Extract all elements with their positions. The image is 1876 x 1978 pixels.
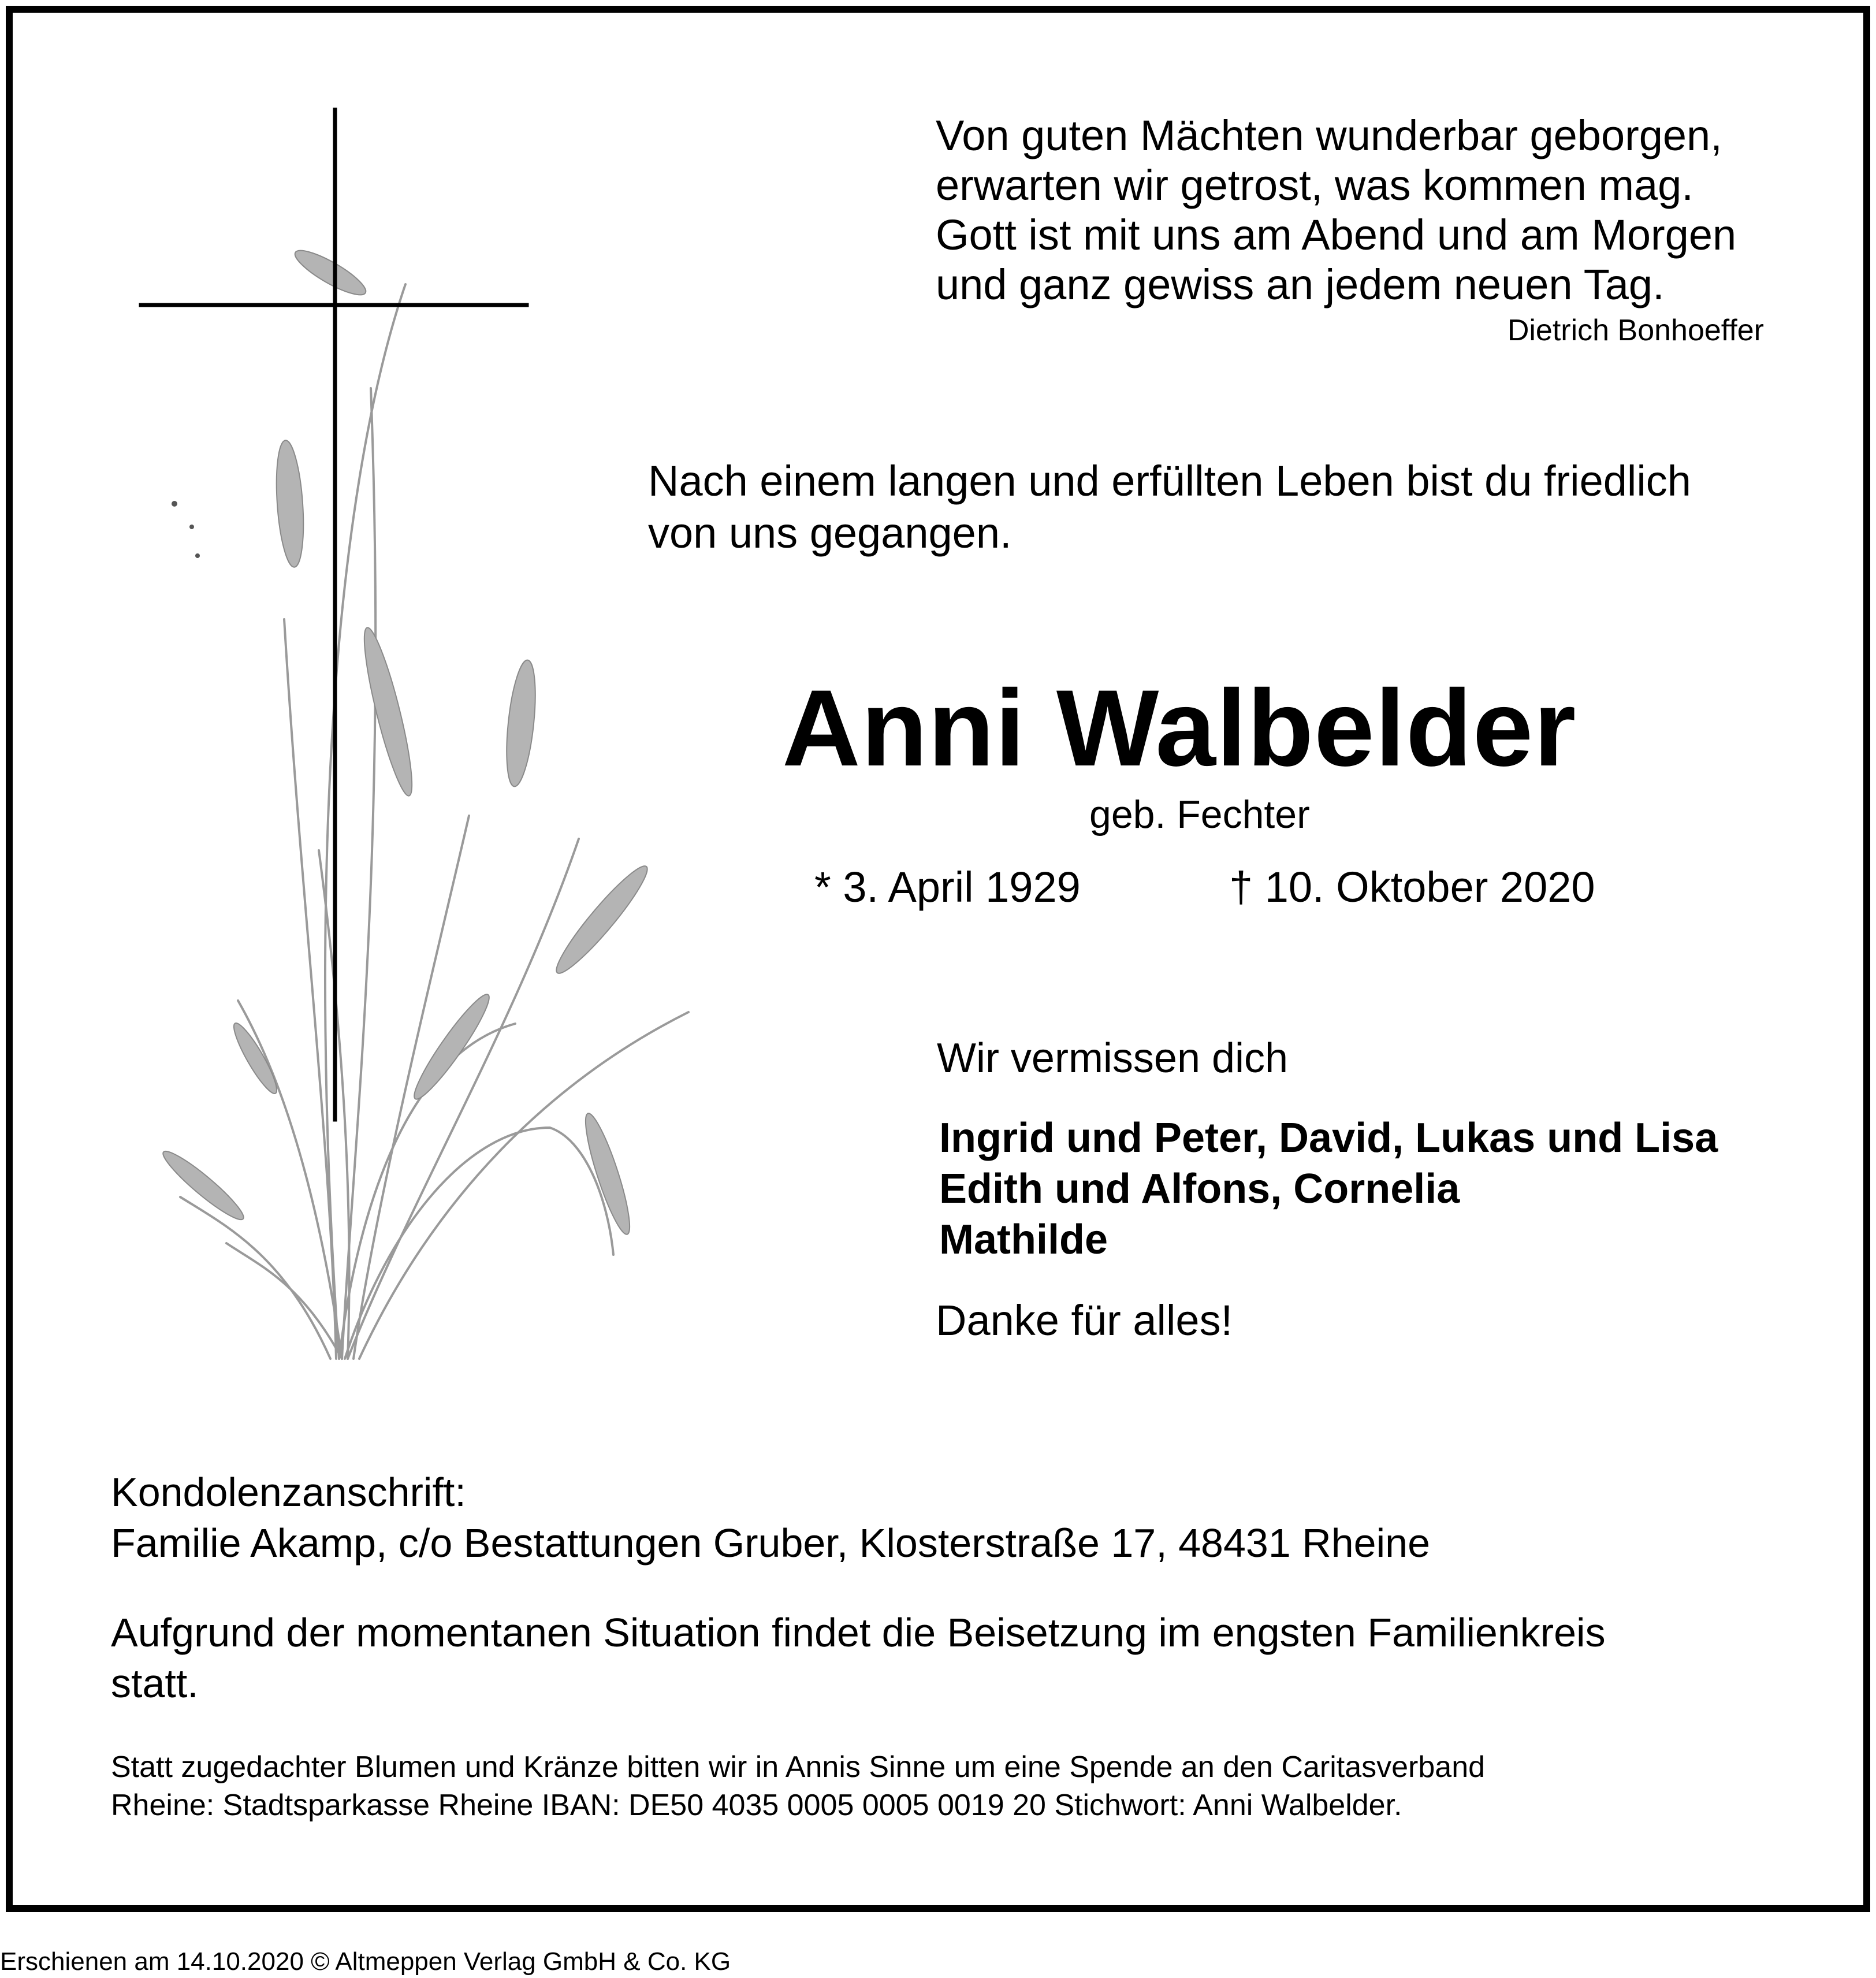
- intro-line: Nach einem langen und erfüllten Leben bist du friedlich: [648, 457, 1691, 505]
- quote-line: erwarten wir getrost, was kommen mag.: [936, 161, 1693, 209]
- condolence-address: Familie Akamp, c/o Bestattungen Gruber, Klosterstraße 17, 48431 Rheine: [111, 1520, 1431, 1566]
- deceased-name: Anni Walbelder: [782, 667, 1577, 789]
- quote-author: Dietrich Bonhoeffer: [1507, 314, 1764, 347]
- mourner-line: Ingrid und Peter, David, Lukas und Lisa: [939, 1115, 1718, 1161]
- quote-line: Gott ist mit uns am Abend und am Morgen: [936, 211, 1737, 259]
- thanks-text: Danke für alles!: [936, 1296, 1233, 1344]
- mourner-line: Edith und Alfons, Cornelia: [939, 1166, 1460, 1212]
- intro-text: [648, 455, 1691, 559]
- bonhoeffer-quote: [936, 111, 1736, 310]
- cross-with-wheat-icon: [111, 99, 723, 1370]
- donation-line: Rheine: Stadtsparkasse Rheine IBAN: DE50 4035 0005 0005 0019 20 Stichwort: Anni Walbelder.: [111, 1789, 1402, 1822]
- quote-line: Von guten Mächten wunderbar geborgen,: [936, 111, 1722, 159]
- publication-footer: Erschienen am 14.10.2020 © Altmeppen Verlag GmbH & Co. KG: [0, 1947, 731, 1976]
- intro-line: von uns gegangen.: [648, 509, 1012, 557]
- mourners-list: [939, 1113, 1718, 1265]
- donation-line: Statt zugedachter Blumen und Kränze bitten wir in Annis Sinne um eine Spende an den Caritasverband: [111, 1750, 1486, 1784]
- donation-note: [111, 1748, 1485, 1824]
- burial-line: statt.: [111, 1661, 199, 1706]
- obituary-frame: [6, 6, 1870, 1912]
- burial-line: Aufgrund der momentanen Situation findet die Beisetzung im engsten Familienkreis: [111, 1610, 1606, 1655]
- mourners-intro: Wir vermissen dich: [937, 1035, 1289, 1081]
- maiden-name: geb. Fechter: [1089, 793, 1310, 836]
- burial-note: [111, 1607, 1606, 1709]
- birth-date: * 3. April 1929: [814, 863, 1081, 911]
- mourner-line: Mathilde: [939, 1217, 1108, 1263]
- quote-line: und ganz gewiss an jedem neuen Tag.: [936, 261, 1665, 308]
- condolence-label: Kondolenzanschrift:: [111, 1470, 466, 1515]
- death-date: † 10. Oktober 2020: [1229, 863, 1595, 911]
